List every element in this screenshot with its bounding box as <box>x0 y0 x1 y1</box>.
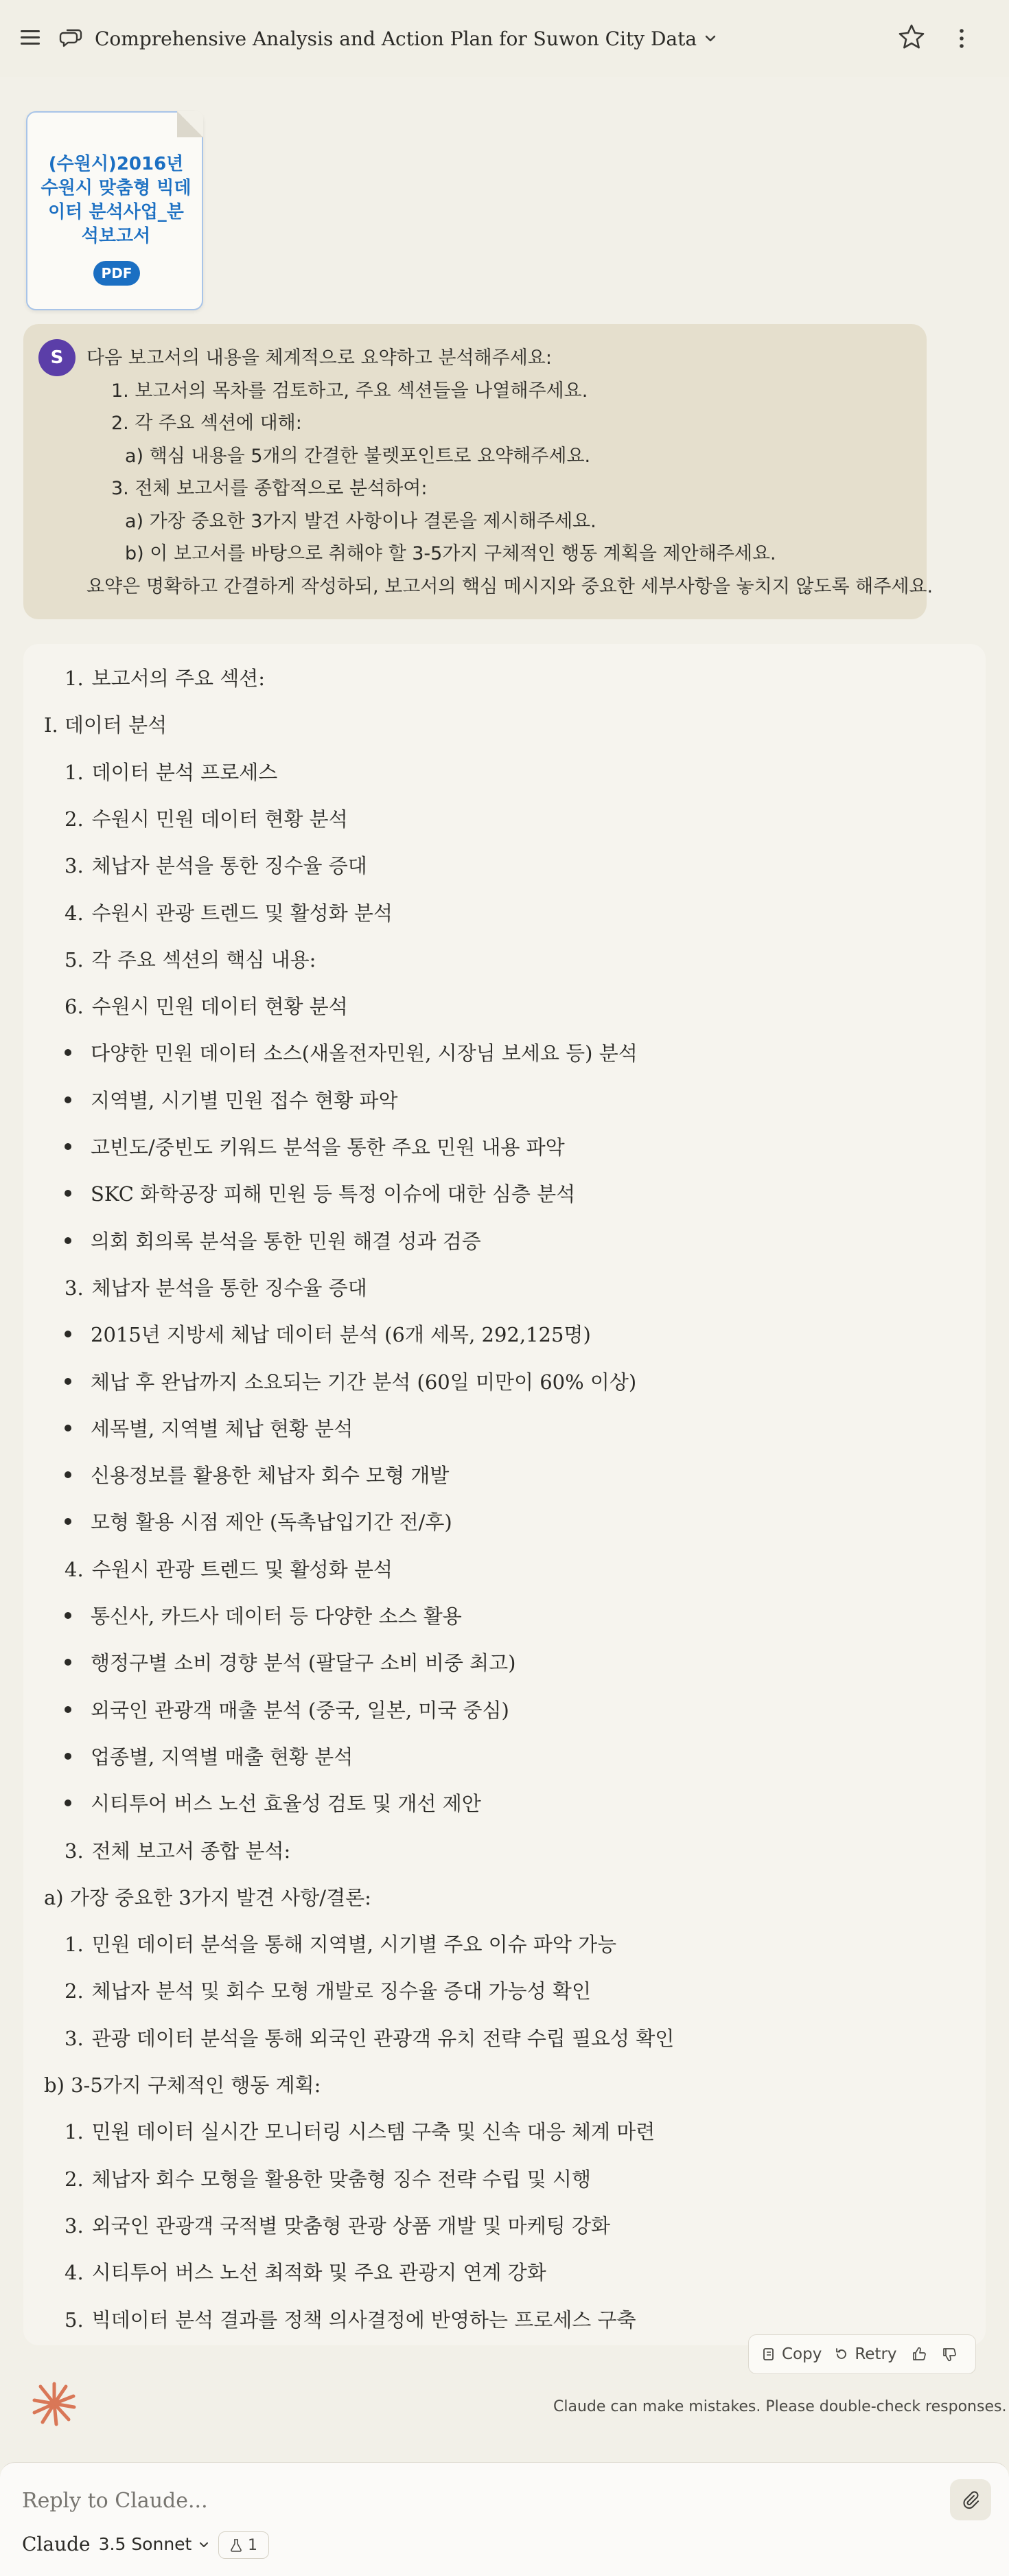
bullet-item <box>65 1789 481 1817</box>
line-text: 전체 보고서 종합 분석: <box>91 1839 291 1863</box>
list-marker: 2. <box>65 1979 84 2003</box>
conversation-title: Comprehensive Analysis and Action Plan for Suwon City Data <box>95 27 697 50</box>
bullet-item <box>65 1320 591 1348</box>
bullet-dot <box>65 1331 71 1337</box>
user-line: 다음 보고서의 내용을 체계적으로 요약하고 분석해주세요: <box>86 347 552 369</box>
bullet-dot <box>65 1471 71 1478</box>
list-marker: 4. <box>65 2261 84 2285</box>
line-text: 세목별, 지역별 체납 현황 분석 <box>91 1416 353 1440</box>
copy-label: Copy <box>782 2345 822 2363</box>
numbered-item <box>65 757 277 785</box>
copy-icon <box>761 2347 776 2362</box>
composer <box>0 2462 1009 2576</box>
numbered-item <box>65 663 265 691</box>
numbered-item <box>65 2117 655 2145</box>
bullet-item <box>65 1460 449 1488</box>
list-marker: 4. <box>65 901 84 925</box>
section-heading <box>44 1883 371 1911</box>
bullet-dot <box>65 1799 71 1806</box>
top-bar <box>0 0 1009 77</box>
bullet-dot <box>65 1753 71 1760</box>
line-text: a) 가장 중요한 3가지 발견 사항/결론: <box>44 1885 371 1909</box>
user-line: 1. 보고서의 목차를 검토하고, 주요 섹션들을 나열해주세요. <box>111 380 588 402</box>
conversation-title-dropdown[interactable] <box>95 25 717 52</box>
claude-spark-icon <box>30 2380 78 2428</box>
numbered-item <box>65 1929 616 1957</box>
list-marker: 3. <box>65 2026 84 2050</box>
bullet-item <box>65 1648 515 1676</box>
list-marker: 5. <box>65 2308 84 2332</box>
numbered-item <box>65 2211 610 2239</box>
bullet-item <box>65 1179 575 1207</box>
user-line: a) 가장 중요한 3가지 발견 사항이나 결론을 제시해주세요. <box>125 510 596 532</box>
bullet-dot <box>65 1706 71 1713</box>
line-text: SKC 화학공장 피해 민원 등 특정 이슈에 대한 심층 분석 <box>91 1182 576 1206</box>
file-type-badge: PDF <box>93 261 140 286</box>
list-marker: 6. <box>65 995 84 1019</box>
line-text: 수원시 민원 데이터 현황 분석 <box>91 807 348 831</box>
user-line: b) 이 보고서를 바탕으로 취해야 할 3-5가지 구체적인 행동 계획을 제안해주세요. <box>125 543 776 564</box>
pdf-attachment-card[interactable] <box>26 111 203 310</box>
numbered-item <box>65 1554 393 1583</box>
line-text: 고빈도/중빈도 키워드 분석을 통한 주요 민원 내용 파악 <box>91 1136 565 1159</box>
line-text: 지역별, 시기별 민원 접수 현황 파악 <box>91 1088 398 1112</box>
bullet-item <box>65 1742 353 1770</box>
numbered-item <box>65 945 316 973</box>
bullet-item <box>65 1695 509 1723</box>
list-marker: 1. <box>65 2120 84 2144</box>
numbered-item <box>65 898 393 926</box>
line-text: b) 3-5가지 구체적인 행동 계획: <box>44 2073 321 2097</box>
list-marker: 3. <box>65 1276 84 1300</box>
numbered-item <box>65 2257 546 2286</box>
chevron-down-icon <box>704 32 717 45</box>
numbered-item <box>65 2023 674 2051</box>
retry-icon <box>834 2347 849 2362</box>
user-avatar: S <box>38 339 76 376</box>
line-text: 체납자 분석을 통한 징수율 증대 <box>91 854 367 878</box>
line-text: 통신사, 카드사 데이터 등 다양한 소스 활용 <box>91 1605 462 1628</box>
line-text: 시티투어 버스 노선 최적화 및 주요 관광지 연계 강화 <box>91 2261 546 2285</box>
retry-label: Retry <box>855 2345 897 2363</box>
numbered-item <box>65 991 348 1020</box>
message-actions <box>748 2334 976 2374</box>
line-text: I. 데이터 분석 <box>44 713 167 737</box>
list-marker: 1. <box>65 1933 84 1957</box>
line-text: 각 주요 섹션의 핵심 내용: <box>91 947 316 971</box>
chevron-down-icon <box>198 2539 209 2550</box>
user-message <box>23 324 933 619</box>
menu-icon[interactable] <box>19 26 43 49</box>
bullet-dot <box>65 1237 71 1244</box>
bullet-dot <box>65 1518 71 1525</box>
disclaimer-text: Claude can make mistakes. Please double-check responses. <box>553 2398 1007 2415</box>
list-marker: 3. <box>65 854 84 878</box>
line-text: 수원시 관광 트렌드 및 활성화 분석 <box>91 901 393 925</box>
page-fold-corner <box>177 111 203 137</box>
list-marker: 1. <box>65 667 84 690</box>
more-vertical-icon[interactable] <box>951 23 972 54</box>
numbered-item <box>65 2164 591 2192</box>
line-text: 행정구별 소비 경향 분석 (팔달구 소비 비중 최고) <box>91 1651 516 1675</box>
bullet-dot <box>65 1190 71 1197</box>
user-line: 2. 각 주요 섹션에 대해: <box>111 413 302 434</box>
line-text: 신용정보를 활용한 체납자 회수 모형 개발 <box>91 1464 450 1488</box>
bullet-item <box>65 1414 353 1442</box>
user-line: a) 핵심 내용을 5개의 간결한 불렛포인트로 요약해주세요. <box>125 445 591 467</box>
bullet-dot <box>65 1096 71 1103</box>
bullet-dot <box>65 1378 71 1385</box>
paperclip-icon <box>960 2489 981 2510</box>
line-text: 다양한 민원 데이터 소스(새올전자민원, 시장님 보세요 등) 분석 <box>91 1042 638 1066</box>
retry-button[interactable] <box>834 2345 896 2363</box>
numbered-item <box>65 2305 636 2333</box>
line-text: 외국인 관광객 매출 분석 (중국, 일본, 미국 중심) <box>91 1698 509 1722</box>
section-heading <box>44 710 167 738</box>
attachment-filename: (수원시)2016년 수원시 맞춤형 빅데이터 분석사업_분석보고서 <box>40 154 192 246</box>
line-text: 민원 데이터 분석을 통해 지역별, 시기별 주요 이슈 파악 가능 <box>91 1933 617 1957</box>
numbered-item <box>65 1976 591 2004</box>
model-selector[interactable] <box>22 2533 209 2555</box>
numbered-item <box>65 804 348 832</box>
list-marker: 5. <box>65 947 84 971</box>
list-marker: 2. <box>65 2167 84 2191</box>
flask-icon <box>230 2538 242 2552</box>
bullet-item <box>65 1367 636 1395</box>
user-line: 요약은 명확하고 간결하게 작성하되, 보고서의 핵심 메시지와 중요한 세부사항을 놓치지 않도록 해주세요. <box>86 575 933 597</box>
attachment-count-badge[interactable] <box>218 2531 269 2559</box>
line-text: 모형 활용 시점 제안 (독촉납입기간 전/후) <box>91 1510 452 1534</box>
user-message-text <box>86 342 942 603</box>
list-marker: 4. <box>65 1557 84 1581</box>
chat-icon <box>59 26 84 51</box>
list-marker: 2. <box>65 807 84 831</box>
line-text: 체납 후 완납까지 소요되는 기간 분석 (60일 미만이 60% 이상) <box>91 1370 637 1394</box>
model-version: 3.5 Sonnet <box>98 2534 192 2554</box>
line-text: 체납자 분석을 통한 징수율 증대 <box>91 1276 367 1300</box>
numbered-item <box>65 1836 290 1864</box>
line-text: 외국인 관광객 국적별 맞춤형 관광 상품 개발 및 마케팅 강화 <box>91 2213 610 2238</box>
model-name: Claude <box>22 2533 91 2555</box>
bullet-item <box>65 1601 462 1629</box>
numbered-item <box>65 1273 367 1301</box>
bullet-dot <box>65 1425 71 1431</box>
line-text: 수원시 관광 트렌드 및 활성화 분석 <box>91 1557 393 1581</box>
bullet-item <box>65 1085 398 1114</box>
bullet-item <box>65 1226 481 1254</box>
numbered-item <box>65 851 367 879</box>
list-marker: 3. <box>65 1839 84 1863</box>
line-text: 체납자 회수 모형을 활용한 맞춤형 징수 전략 수립 및 시행 <box>91 2167 591 2191</box>
attach-file-button[interactable] <box>950 2479 991 2520</box>
bullet-item <box>65 1507 452 1535</box>
bullet-dot <box>65 1049 71 1056</box>
line-text: 시티투어 버스 노선 효율성 검토 및 개선 제안 <box>91 1792 481 1816</box>
copy-button[interactable] <box>761 2345 822 2363</box>
assistant-message <box>23 644 986 2345</box>
bullet-item <box>65 1038 638 1066</box>
reply-input[interactable] <box>22 2483 914 2518</box>
bullet-dot <box>65 1143 71 1150</box>
line-text: 관광 데이터 분석을 통해 외국인 관광객 유치 전략 수립 필요성 확인 <box>91 2026 675 2050</box>
thumbs-down-icon[interactable] <box>941 2346 958 2362</box>
line-text: 보고서의 주요 섹션: <box>91 667 265 690</box>
line-text: 데이터 분석 프로세스 <box>91 760 278 784</box>
line-text: 업종별, 지역별 매출 현황 분석 <box>91 1745 353 1769</box>
bullet-dot <box>65 1612 71 1619</box>
line-text: 수원시 민원 데이터 현황 분석 <box>91 995 348 1019</box>
star-icon[interactable] <box>896 22 927 52</box>
user-line: 3. 전체 보고서를 종합적으로 분석하여: <box>111 478 428 499</box>
line-text: 의회 회의록 분석을 통한 민원 해결 성과 검증 <box>91 1229 481 1253</box>
line-text: 빅데이터 분석 결과를 정책 의사결정에 반영하는 프로세스 구축 <box>91 2308 636 2332</box>
bullet-dot <box>65 1659 71 1666</box>
list-marker: 3. <box>65 2213 84 2238</box>
section-heading <box>44 2070 321 2098</box>
thumbs-up-icon[interactable] <box>911 2346 927 2362</box>
line-text: 2015년 지방세 체납 데이터 분석 (6개 세목, 292,125명) <box>91 1323 591 1347</box>
bullet-item <box>65 1132 565 1160</box>
attachment-count: 1 <box>248 2536 257 2554</box>
list-marker: 1. <box>65 760 84 784</box>
line-text: 체납자 분석 및 회수 모형 개발로 징수율 증대 가능성 확인 <box>91 1979 591 2003</box>
line-text: 민원 데이터 실시간 모니터링 시스템 구축 및 신속 대응 체계 마련 <box>91 2120 656 2144</box>
